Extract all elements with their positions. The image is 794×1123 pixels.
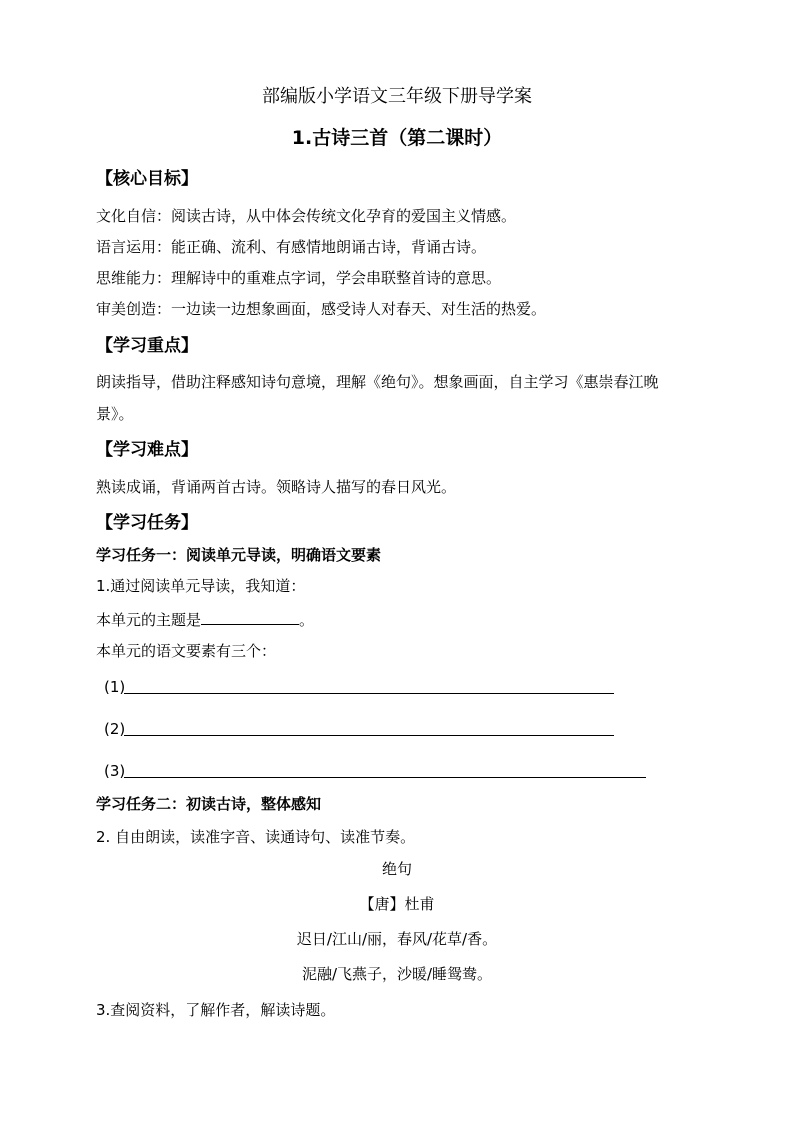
theme-blank[interactable]: [201, 610, 299, 625]
answer-blank-2[interactable]: [124, 735, 614, 736]
goal-item: 语言运用：能正确、流利、有感情地朗诵古诗，背诵古诗。: [96, 238, 487, 256]
difficulties-text: 熟读成诵，背诵两首古诗。领略诗人描写的春日风光。: [96, 478, 457, 496]
answer-blank-1[interactable]: [124, 693, 614, 694]
task2-title: 学习任务二：初读古诗，整体感知: [96, 795, 322, 813]
question-1: 1.通过阅读单元导读，我知道：: [96, 577, 306, 595]
key-points-line: 朗读指导，借助注释感知诗句意境，理解《绝句》。想象画面，自主学习《惠崇春江晚: [96, 373, 659, 391]
blank-label-2: (2): [104, 720, 126, 738]
difficulties-heading: 【学习难点】: [96, 440, 198, 460]
core-goals-heading: 【核心目标】: [96, 169, 198, 189]
key-points-line: 景》。: [96, 405, 134, 423]
theme-suffix: 。: [299, 611, 315, 629]
goal-item: 审美创造：一边读一边想象画面，感受诗人对春天、对生活的热爱。: [96, 300, 547, 318]
task1-title: 学习任务一：阅读单元导读，明确语文要素: [96, 546, 382, 564]
blank-label-1: (1): [104, 678, 126, 696]
poem-title: 绝句: [381, 860, 412, 878]
tasks-heading: 【学习任务】: [96, 513, 198, 533]
question-3: 3.查阅资料，了解作者，解读诗题。: [96, 1001, 336, 1019]
answer-blank-3[interactable]: [124, 777, 646, 778]
blank-label-3: (3): [104, 762, 126, 780]
poem-author: 【唐】杜甫: [359, 895, 435, 913]
poem-line-1: 迟日/江山/丽，春风/花草/香。: [296, 930, 498, 948]
theme-fill-line: [96, 610, 314, 629]
key-points-heading: 【学习重点】: [96, 336, 198, 356]
document-title: 部编版小学语文三年级下册导学案: [262, 86, 532, 107]
lesson-title: 1.古诗三首（第二课时）: [291, 127, 503, 149]
elements-intro: 本单元的语文要素有三个：: [96, 642, 277, 660]
question-2: 2. 自由朗读，读准字音、读通诗句、读准节奏。: [96, 828, 416, 846]
goal-item: 思维能力：理解诗中的重难点字词，学会串联整首诗的意思。: [96, 269, 502, 287]
theme-prefix: 本单元的主题是: [96, 611, 202, 629]
poem-line-2: 泥融/飞燕子，沙暖/睡鸳鸯。: [301, 965, 493, 983]
goal-item: 文化自信：阅读古诗，从中体会传统文化孕育的爱国主义情感。: [96, 207, 517, 225]
